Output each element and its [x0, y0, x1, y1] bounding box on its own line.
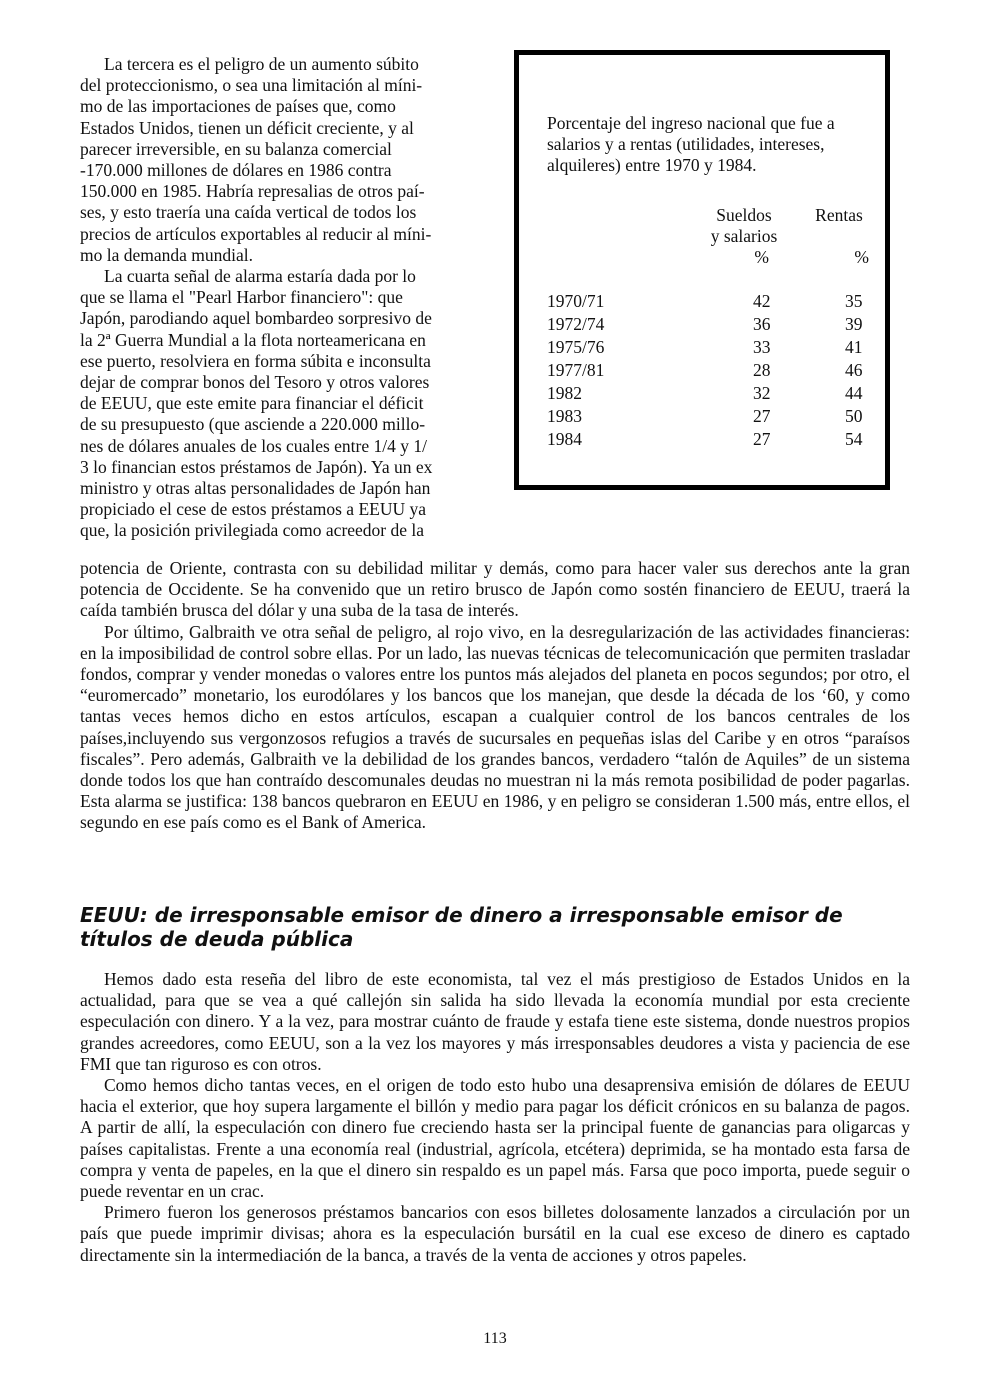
row-period: 1982: [547, 383, 582, 403]
table-row: [547, 429, 877, 450]
row-salaries: 27: [753, 406, 771, 426]
text-line: mo de las importaciones de países que, como: [80, 96, 396, 117]
text-line: precios de artículos exportables al reducir al míni-: [80, 223, 432, 244]
text-line: La tercera es el peligro de un aumento súbito: [104, 54, 419, 74]
row-salaries: 42: [753, 291, 771, 311]
row-period: 1970/71: [547, 291, 605, 311]
row-salaries: 36: [753, 314, 771, 334]
text-line: que se llama el "Pearl Harbor financiero": que: [80, 287, 403, 308]
text-line: La cuarta señal de alarma estaría dada por lo: [104, 266, 416, 287]
row-period: 1983: [547, 406, 582, 426]
column-text-left: [80, 54, 476, 542]
text-line: que, la posición privilegiada como acreedor de la: [80, 520, 425, 541]
text-line: ses, y esto traería una caída vertical de todos los: [80, 202, 417, 223]
text-line: Japón, parodiando aquel bombardeo sorpresivo de: [80, 308, 432, 329]
full-width-text: [80, 558, 910, 834]
row-rents: 41: [845, 337, 863, 357]
header-rents: [799, 205, 879, 269]
header-salaries-unit: %: [754, 247, 769, 268]
table-row: [547, 337, 877, 358]
row-rents: 39: [845, 314, 863, 334]
paragraph-galbraith: Por último, Galbraith ve otra señal de peligro, al rojo vivo, en la desregularización de las actividades financieras: en la imposibilidad de control sobre ellas. Por un lado, las nuevas técnicas de telecomunicación que permiten trasladar fondos, comprar y vender monedas o valores entre los puntos más alejados del planeta en pocos segundos; por otro, el “euromercado” monetario, los eurodólares y los bancos que los manejan, que desde la década de los ‘60, y como tantas veces hemos dicho en estos artículos, escapan a cualquier control de los bancos centrales de los países,incluyendo sus vergonzosos refugios a través de sucursales en pequeñas islas del Caribe y en otros “paraísos fiscales”. Pero además, Galbraith ve la debilidad de los grandes bancos, verdadero “talón de Aquiles” de un sistema donde todos los que han contraído descomunales deudas no muestran ni la más remota posibilidad de poder pagarlas. Esta alarma se justifica: 138 bancos quebraron en EEUU en 1986, y en peligro se consideran 1.500 más, entre ellos, el segundo en ese país como es el Bank of America.: [80, 621, 910, 833]
row-period: 1975/76: [547, 337, 605, 357]
income-table-box: [514, 50, 890, 490]
text-line: ese puerto, resolviera en forma súbita e inconsulta: [80, 350, 431, 371]
text-line: de su presupuesto (que asciende a 220.000 millo-: [80, 414, 426, 435]
text-line: parecer irreversible, en su balanza comercial: [80, 138, 392, 159]
row-rents: 35: [845, 291, 863, 311]
text-line: -170.000 millones de dólares en 1986 contra: [80, 160, 392, 181]
table-row: [547, 360, 877, 381]
text-line: nes de dólares anuales de los cuales entre 1/4 y 1/: [80, 435, 427, 456]
section-body: [80, 969, 910, 1266]
table-caption: Porcentaje del ingreso nacional que fue a salarios y a rentas (utilidades, intereses, alquileres) entre 1970 y 1984.: [547, 113, 835, 176]
row-salaries: 28: [753, 360, 771, 380]
header-rents-spacer: [799, 226, 879, 247]
paragraph-protectionism: [80, 54, 476, 266]
table-row: [547, 291, 877, 312]
text-line: del proteccionismo, o sea una limitación al míni-: [80, 75, 423, 96]
row-salaries: 32: [753, 383, 771, 403]
section-heading: EEUU: de irresponsable emisor de dinero a irresponsable emisor de títulos de deuda pública: [80, 903, 843, 951]
header-rents-label: Rentas: [815, 205, 863, 225]
text-line: Estados Unidos, tienen un déficit creciente, y al: [80, 117, 414, 138]
text-line: 3 lo financian estos préstamos de Japón). Ya un ex: [80, 456, 433, 477]
header-salaries-line2: y salarios: [710, 226, 778, 247]
header-salaries-line1: Sueldos: [716, 205, 772, 225]
table-row: [547, 406, 877, 427]
text-line: dejar de comprar bonos del Tesoro y otros valores: [80, 372, 430, 393]
text-line: de EEUU, que este emite para financiar el déficit: [80, 393, 424, 414]
text-line: mo la demanda mundial.: [80, 244, 254, 265]
table-row: [547, 383, 877, 404]
text-line: propiciado el cese de estos préstamos a EEUU ya: [80, 499, 426, 520]
row-salaries: 33: [753, 337, 771, 357]
page-number: 113: [483, 1330, 507, 1347]
paragraph-section-2: Como hemos dicho tantas veces, en el origen de todo esto hubo una desaprensiva emisión de dólares de EEUU hacia el exterior, que hoy supera largamente el billón y medio para pagar los déficit crónicos en su balanza de pagos. A partir de allí, la especulación con dinero fue creciendo hasta ser la principal fuente de ganancias para oligarcas y países capitalistas. Frente a una economía real (industrial, agrícola, etcétera) deprimida, se ha montado esta farsa de compra y venta de papeles, en la que el dinero sin respaldo es un papel más. Farsa que poco importa, puede seguir o puede reventar en un crac.: [80, 1075, 910, 1202]
paragraph-section-1: Hemos dado esta reseña del libro de este economista, tal vez el más prestigioso de Estados Unidos en la actualidad, para que se vea a qué callejón sin salida ha sido llevada la economía mundial por esta creciente especulación con dinero. Y a la vez, para mostrar cuánto de fraude y estafa tiene este sistema, donde nuestros propios grandes acreedores, como EEUU, son a la vez los mayores y más irresponsables deudores a vista y paciencia de ese FMI que tan riguroso es con otros.: [80, 969, 910, 1074]
text-line: la 2ª Guerra Mundial a la flota norteamericana en: [80, 329, 426, 350]
row-salaries: 27: [753, 429, 771, 449]
text-line: 150.000 en 1985. Habría represalias de otros paí-: [80, 181, 425, 202]
row-rents: 50: [845, 406, 863, 426]
row-rents: 54: [845, 429, 863, 449]
table-row: [547, 314, 877, 335]
paragraph-pearl-harbor: [80, 266, 476, 542]
text-line: ministro y otras altas personalidades de Japón han: [80, 478, 431, 499]
row-period: 1984: [547, 429, 582, 449]
row-rents: 46: [845, 360, 863, 380]
row-period: 1972/74: [547, 314, 605, 334]
paragraph-section-3: Primero fueron los generosos préstamos bancarios con esos billetes dolosamente lanzados a circulación por un país que puede imprimir divisas; ahora es la especulación bursátil en la cual ese exceso de dinero es captado directamente sin la intermediación de la banca, a través de la venta de acciones y otros papeles.: [80, 1202, 910, 1265]
header-salaries: [689, 205, 799, 269]
header-rents-unit: %: [854, 247, 869, 268]
row-period: 1977/81: [547, 360, 605, 380]
paragraph-continuation: potencia de Oriente, contrasta con su debilidad militar y demás, como para hacer valer sus derechos ante la gran potencia de Occidente. Se ha convenido que un retiro brusco de Japón como sostén financiero de EEUU, traerá la caída también brusca del dólar y una suba de la tasa de interés.: [80, 558, 910, 621]
row-rents: 44: [845, 383, 863, 403]
